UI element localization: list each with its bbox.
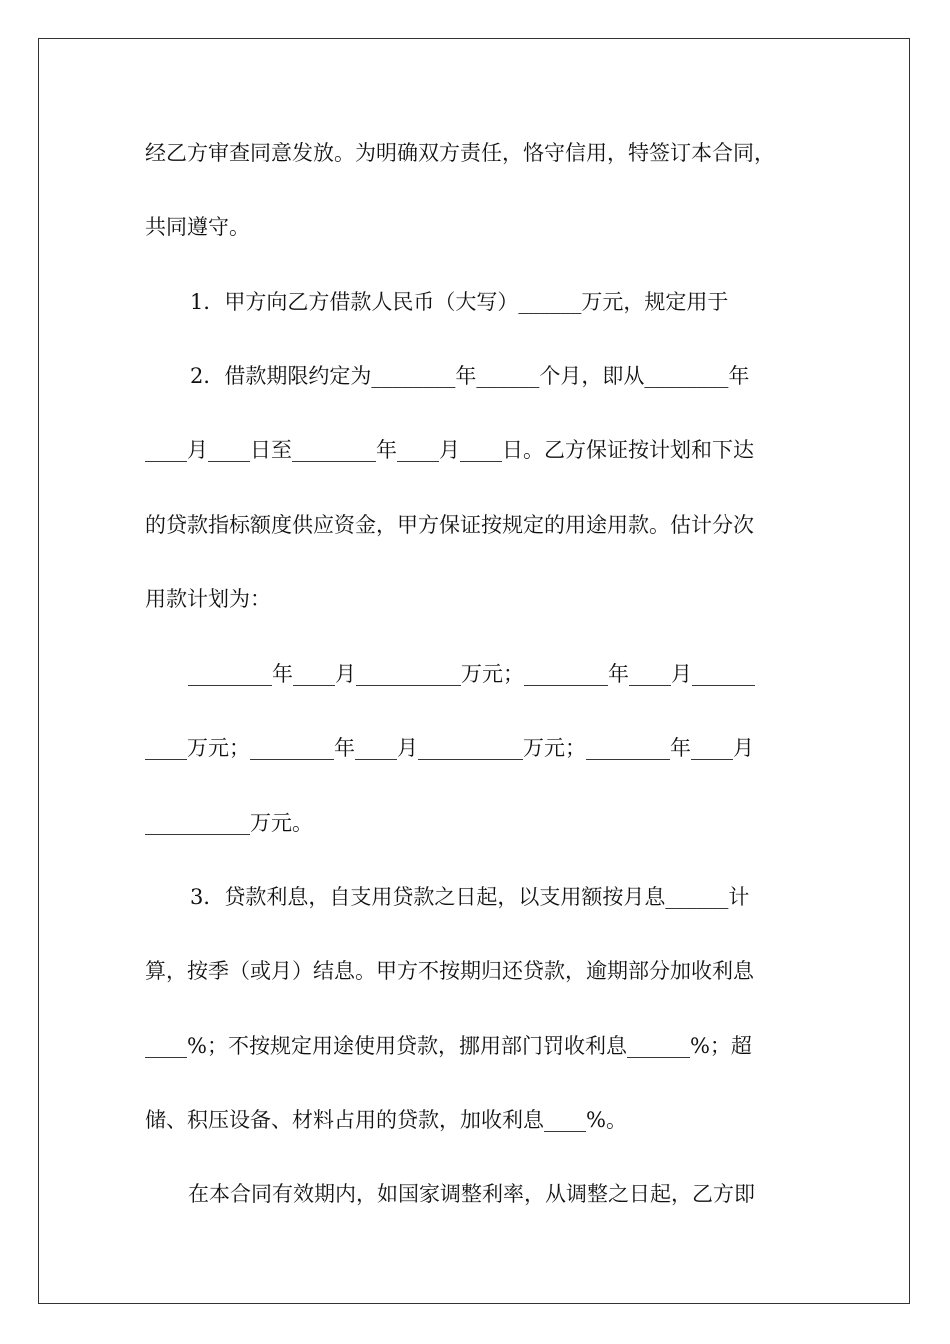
clause-3-line: 3．贷款利息，自支用贷款之日起，以支用额按月息______计 xyxy=(190,885,750,909)
paragraph-line: 的贷款指标额度供应资金，甲方保证按规定的用途用款。估计分次 xyxy=(145,513,754,537)
paragraph-line: 储、积压设备、材料占用的贷款，加收利息____%。 xyxy=(145,1108,627,1132)
schedule-line: ________年____月__________万元；________年____月______ xyxy=(188,662,755,686)
paragraph-line: 在本合同有效期内，如国家调整利率，从调整之日起，乙方即 xyxy=(188,1182,755,1206)
paragraph-line: ____月____日至________年____月____日。乙方保证按计划和下达 xyxy=(145,438,754,462)
clause-2-line: 2．借款期限约定为________年______个月，即从________年 xyxy=(190,364,750,388)
paragraph-line: ____%；不按规定用途使用贷款，挪用部门罚收利息______%；超 xyxy=(145,1034,752,1058)
paragraph-line: 经乙方审查同意发放。为明确双方责任，恪守信用，特签订本合同， xyxy=(145,141,775,165)
clause-1-line: 1．甲方向乙方借款人民币（大写）______万元，规定用于 xyxy=(190,290,729,314)
paragraph-line: 算，按季（或月）结息。甲方不按期归还贷款，逾期部分加收利息 xyxy=(145,959,754,983)
paragraph-line: 共同遵守。 xyxy=(145,215,250,239)
paragraph-line: 用款计划为： xyxy=(145,587,271,611)
schedule-line: ____万元；________年____月__________万元；________年____月 xyxy=(145,736,754,760)
schedule-line: __________万元。 xyxy=(145,811,313,835)
